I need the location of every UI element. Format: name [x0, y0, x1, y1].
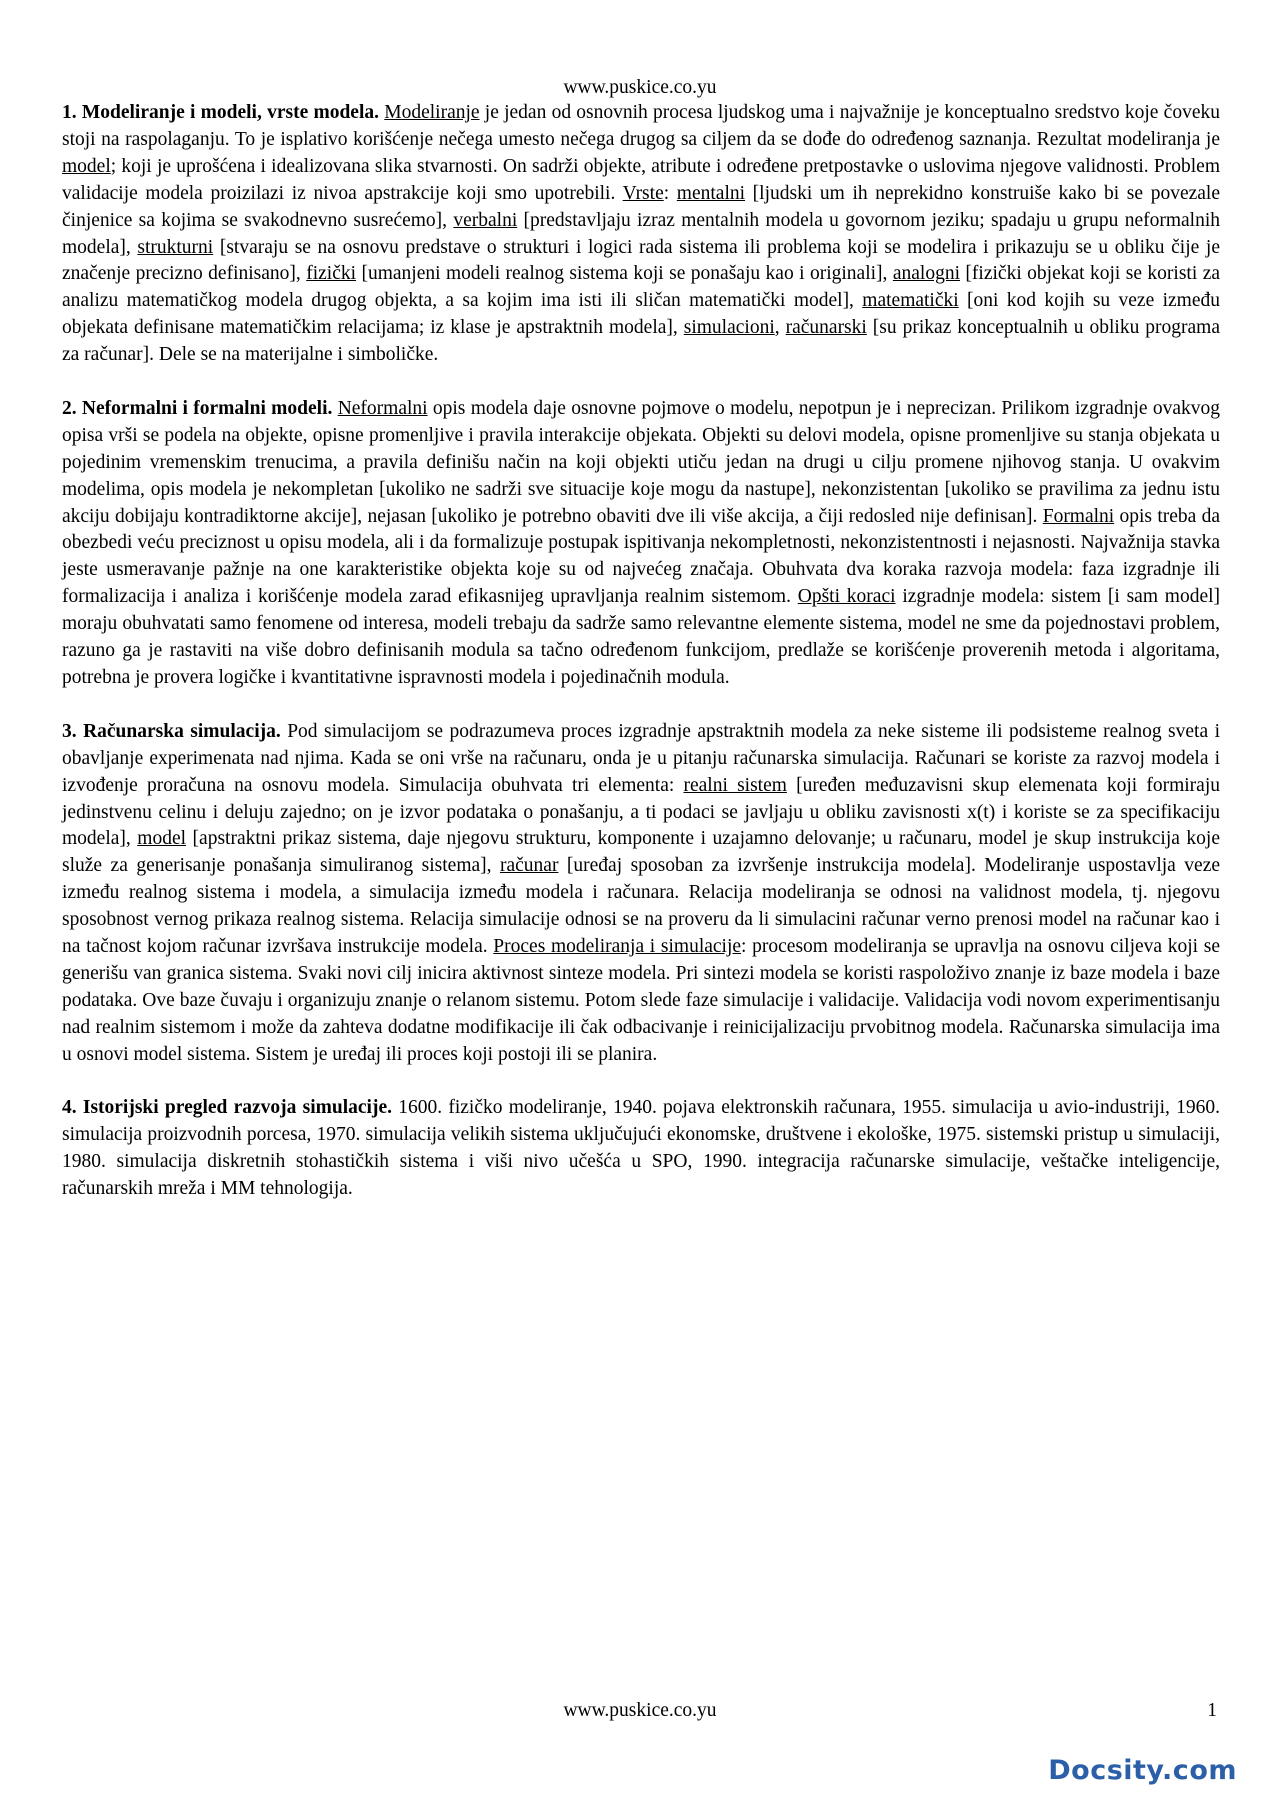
underlined-term: model: [137, 828, 187, 850]
text-run: [uređaj sposoban za izvršenje instrukcija modela]. Modeliranje uspostavlja veze između realnog sistema i modela, a simulacija između modela i računara. Relacija modeliranja se odnosi na validnost modela, tj. njegovu sposobnost vernog prikaza realnog sistema. Relacija simulacije odnosi se na proveru da li simulacini računar verno prenosi model na računar kao i na tačnost kojom računar izvršava instrukcije modela.: [62, 855, 1220, 958]
underlined-term: računarski: [785, 317, 867, 339]
underlined-term: matematički: [862, 290, 959, 312]
text-run: ,: [774, 317, 786, 339]
underlined-term: Opšti koraci: [797, 586, 896, 608]
text-run: 1600. fizičko modeliranje, 1940. pojava elektronskih računara, 1955. simulacija u avio-industriji, 1960. simulacija proizvodnih porcesa, 1970. simulacija velikih sistema uključujući ekonomske, društvene i ekološke, 1975. sistemski pristup u simulaciji, 1980. simulacija diskretnih stohastičkih sistema i viši nivo učešća u SPO, 1990. integracija računarske simulacije, veštačke inteligencije, računarskih mreža i MM tehnologija.: [62, 1097, 1220, 1200]
underlined-term: računar: [499, 855, 559, 877]
text-run: [predstavljaju izraz mentalnih modela u govornom jeziku; spadaju u grupu neformalnih modela],: [62, 209, 1220, 258]
section-3: [62, 719, 1220, 1069]
text-run: [apstraktni prikaz sistema, daje njegovu strukturu, komponente i uzajamno delovanje; u računaru, model je skup instrukcija koje služe za generisanje ponašanja simuliranog sistema],: [62, 828, 1220, 877]
underlined-term: verbalni: [453, 209, 518, 231]
underlined-term: mentalni: [676, 182, 746, 204]
underlined-term: Formalni: [1042, 505, 1115, 527]
section-title: 4. Istorijski pregled razvoja simulacije.: [62, 1097, 393, 1119]
text-run: [fizički objekat koji se koristi za analizu matematičkog modela drugog objekta, a sa kojim ima isti ili sličan matematički model],: [62, 263, 1220, 312]
section-title: 2. Neformalni i formalni modeli.: [62, 397, 333, 419]
text-run: :: [663, 182, 677, 204]
text-run: opis modela daje osnovne pojmove o modelu, nepotpun je i neprecizan. Prilikom izgradnje ovakvog opisa vrši se podela na objekte, opisne promenljive i pravila interakcije objekata. Objekti su delovi modela, opisne promenljive su stanja objekata u pojedinim vremenskim trenucima, a pravila definišu način na koji objekti utiču jedan na drugi u cilju promene njihovog stanja. U ovakvim modelima, opis modela je nekompletan [ukoliko ne sadrži sve situacije koje mogu da nastupe], nekonzistentan [ukoliko se pravilima za jednu istu akciju dobijaju kontradiktorne akcije], nejasan [ukoliko je potrebno obaviti dve ili više akcija, a čiji redosled nije definisan].: [62, 397, 1220, 527]
section-2: [62, 396, 1220, 692]
footer-url: www.puskice.co.yu: [563, 1700, 717, 1721]
section-title: 3. Računarska simulacija.: [62, 720, 281, 742]
underlined-term: realni sistem: [683, 774, 787, 796]
section-1: [62, 100, 1220, 369]
underlined-term: Modeliranje: [384, 102, 480, 123]
underlined-term: Neformalni: [337, 397, 428, 419]
underlined-term: analogni: [892, 263, 960, 285]
underlined-term: strukturni: [137, 236, 214, 258]
text-run: [su prikaz konceptualnih u obliku programa za računar]. Dele se na materijalne i simboličke.: [62, 317, 1221, 366]
text-run: je jedan od osnovnih procesa ljudskog uma i najvažnije je konceptualno sredstvo koje čoveku stoji na raspolaganju. To je isplativo korišćenje nečega umesto nečega drugog sa ciljem da se dođe do određenog saznanja. Rezultat modeliranja je: [62, 102, 1220, 150]
text-run: [umanjeni modeli realnog sistema koji se ponašaju kao i originali],: [356, 263, 893, 285]
text-run: [stvaraju se na osnovu predstave o strukturi i logici rada sistema ili problema koji se modelira i prikazuju se u obliku čije je značenje precizno definisano],: [62, 236, 1220, 285]
text-run: [uređen međuzavisni skup elemenata koji formiraju jedinstvenu celinu i deluju zajedno; on je izvor podataka o ponašanju, a ti podaci se javljaju u obliku zavisnosti x(t) i koriste se za specifikaciju modela],: [62, 774, 1220, 850]
document-body: [62, 100, 1220, 1230]
text-run: : procesom modeliranja se upravlja na osnovu ciljeva koji se generišu van granica sistema. Svaki novi cilj inicira aktivnost sinteze modela. Pri sintezi modela se koristi raspoloživo znanje iz baze modela i baze podataka. Ove baze čuvaju i organizuju znanje o relanom sistemu. Potom slede faze simulacije i validacije. Validacija vodi novom experimentisanju nad realnim sistemom i može da zahteva dodatne modifikacije ili čak odbacivanje i reinicijalizaciju prvobitnog modela. Računarska simulacija ima u osnovi model sistema. Sistem je uređaj ili proces koji postoji ili se planira.: [62, 936, 1221, 1065]
underlined-term: Proces modeliranja i simulacije: [493, 936, 742, 958]
section-title: 1. Modeliranje i modeli, vrste modela.: [62, 102, 379, 123]
text-run: Pod simulacijom se podrazumeva proces izgradnje apstraktnih modela za neke sisteme ili podsisteme realnog sveta i obavljanje experimenata nad njima. Kada se oni vrše na računaru, onda je u pitanju računarska simulacija. Računari se koriste za razvoj modela i izvođenje proračuna na osnovu modela. Simulacija obuhvata tri elementa:: [62, 720, 1220, 796]
underlined-term: fizički: [306, 263, 357, 285]
text-run: [oni kod kojih su veze između objekata definisane matematičkim relacijama; iz klase je apstraktnih modela],: [62, 290, 1220, 339]
header-url: www.puskice.co.yu: [563, 77, 717, 98]
text-run: ; koji je uprošćena i idealizovana slika stvarnosti. On sadrži objekte, atribute i određene pretpostavke o uslovima njegove validnosti. Problem validacije modela proizilazi iz nivoa apstrakcije koji smo upotrebili.: [62, 155, 1220, 204]
text-run: opis treba da obezbedi veću preciznost u opisu modela, ali i da formalizuje postupak ispitivanja nekompletnosti, nekonzistentnosti i nejasnosti. Najvažnija stavka jeste usmeravanje pažnje na one karakteristike objekta koje su od najvećeg značaja. Obuhvata dva koraka razvoja modela: faza izgradnje ili formalizacija i analiza i korišćenje modela zarad efikasnijeg upravljanja realnim sistemom.: [62, 505, 1220, 608]
text-run: [ljudski um ih neprekidno konstruiše kako bi se povezale činjenice sa kojima se svakodnevno susrećemo],: [62, 182, 1220, 231]
section-4: [62, 1095, 1220, 1203]
underlined-term: model: [62, 155, 111, 177]
docsity-watermark: Docsity.com: [1048, 1755, 1237, 1786]
underlined-term: simulacioni: [683, 317, 775, 339]
text-run: izgradnje modela: sistem [i sam model] moraju obuhvatati samo fenomene od interesa, modeli trebaju da sadrže samo relevantne elemente sistema, model ne sme da pojednostavi problem, razuno ga je rastaviti na više dobro definisanih modula sa tačno određenom funkcijom, predlaže se korišćenje proverenih metoda i algoritama, potrebna je provera logičke i kvantitativne ispravnosti modela i pojedinačnih modula.: [62, 586, 1221, 689]
underlined-term: Vrste: [622, 182, 664, 204]
page-number: 1: [1207, 1700, 1217, 1721]
